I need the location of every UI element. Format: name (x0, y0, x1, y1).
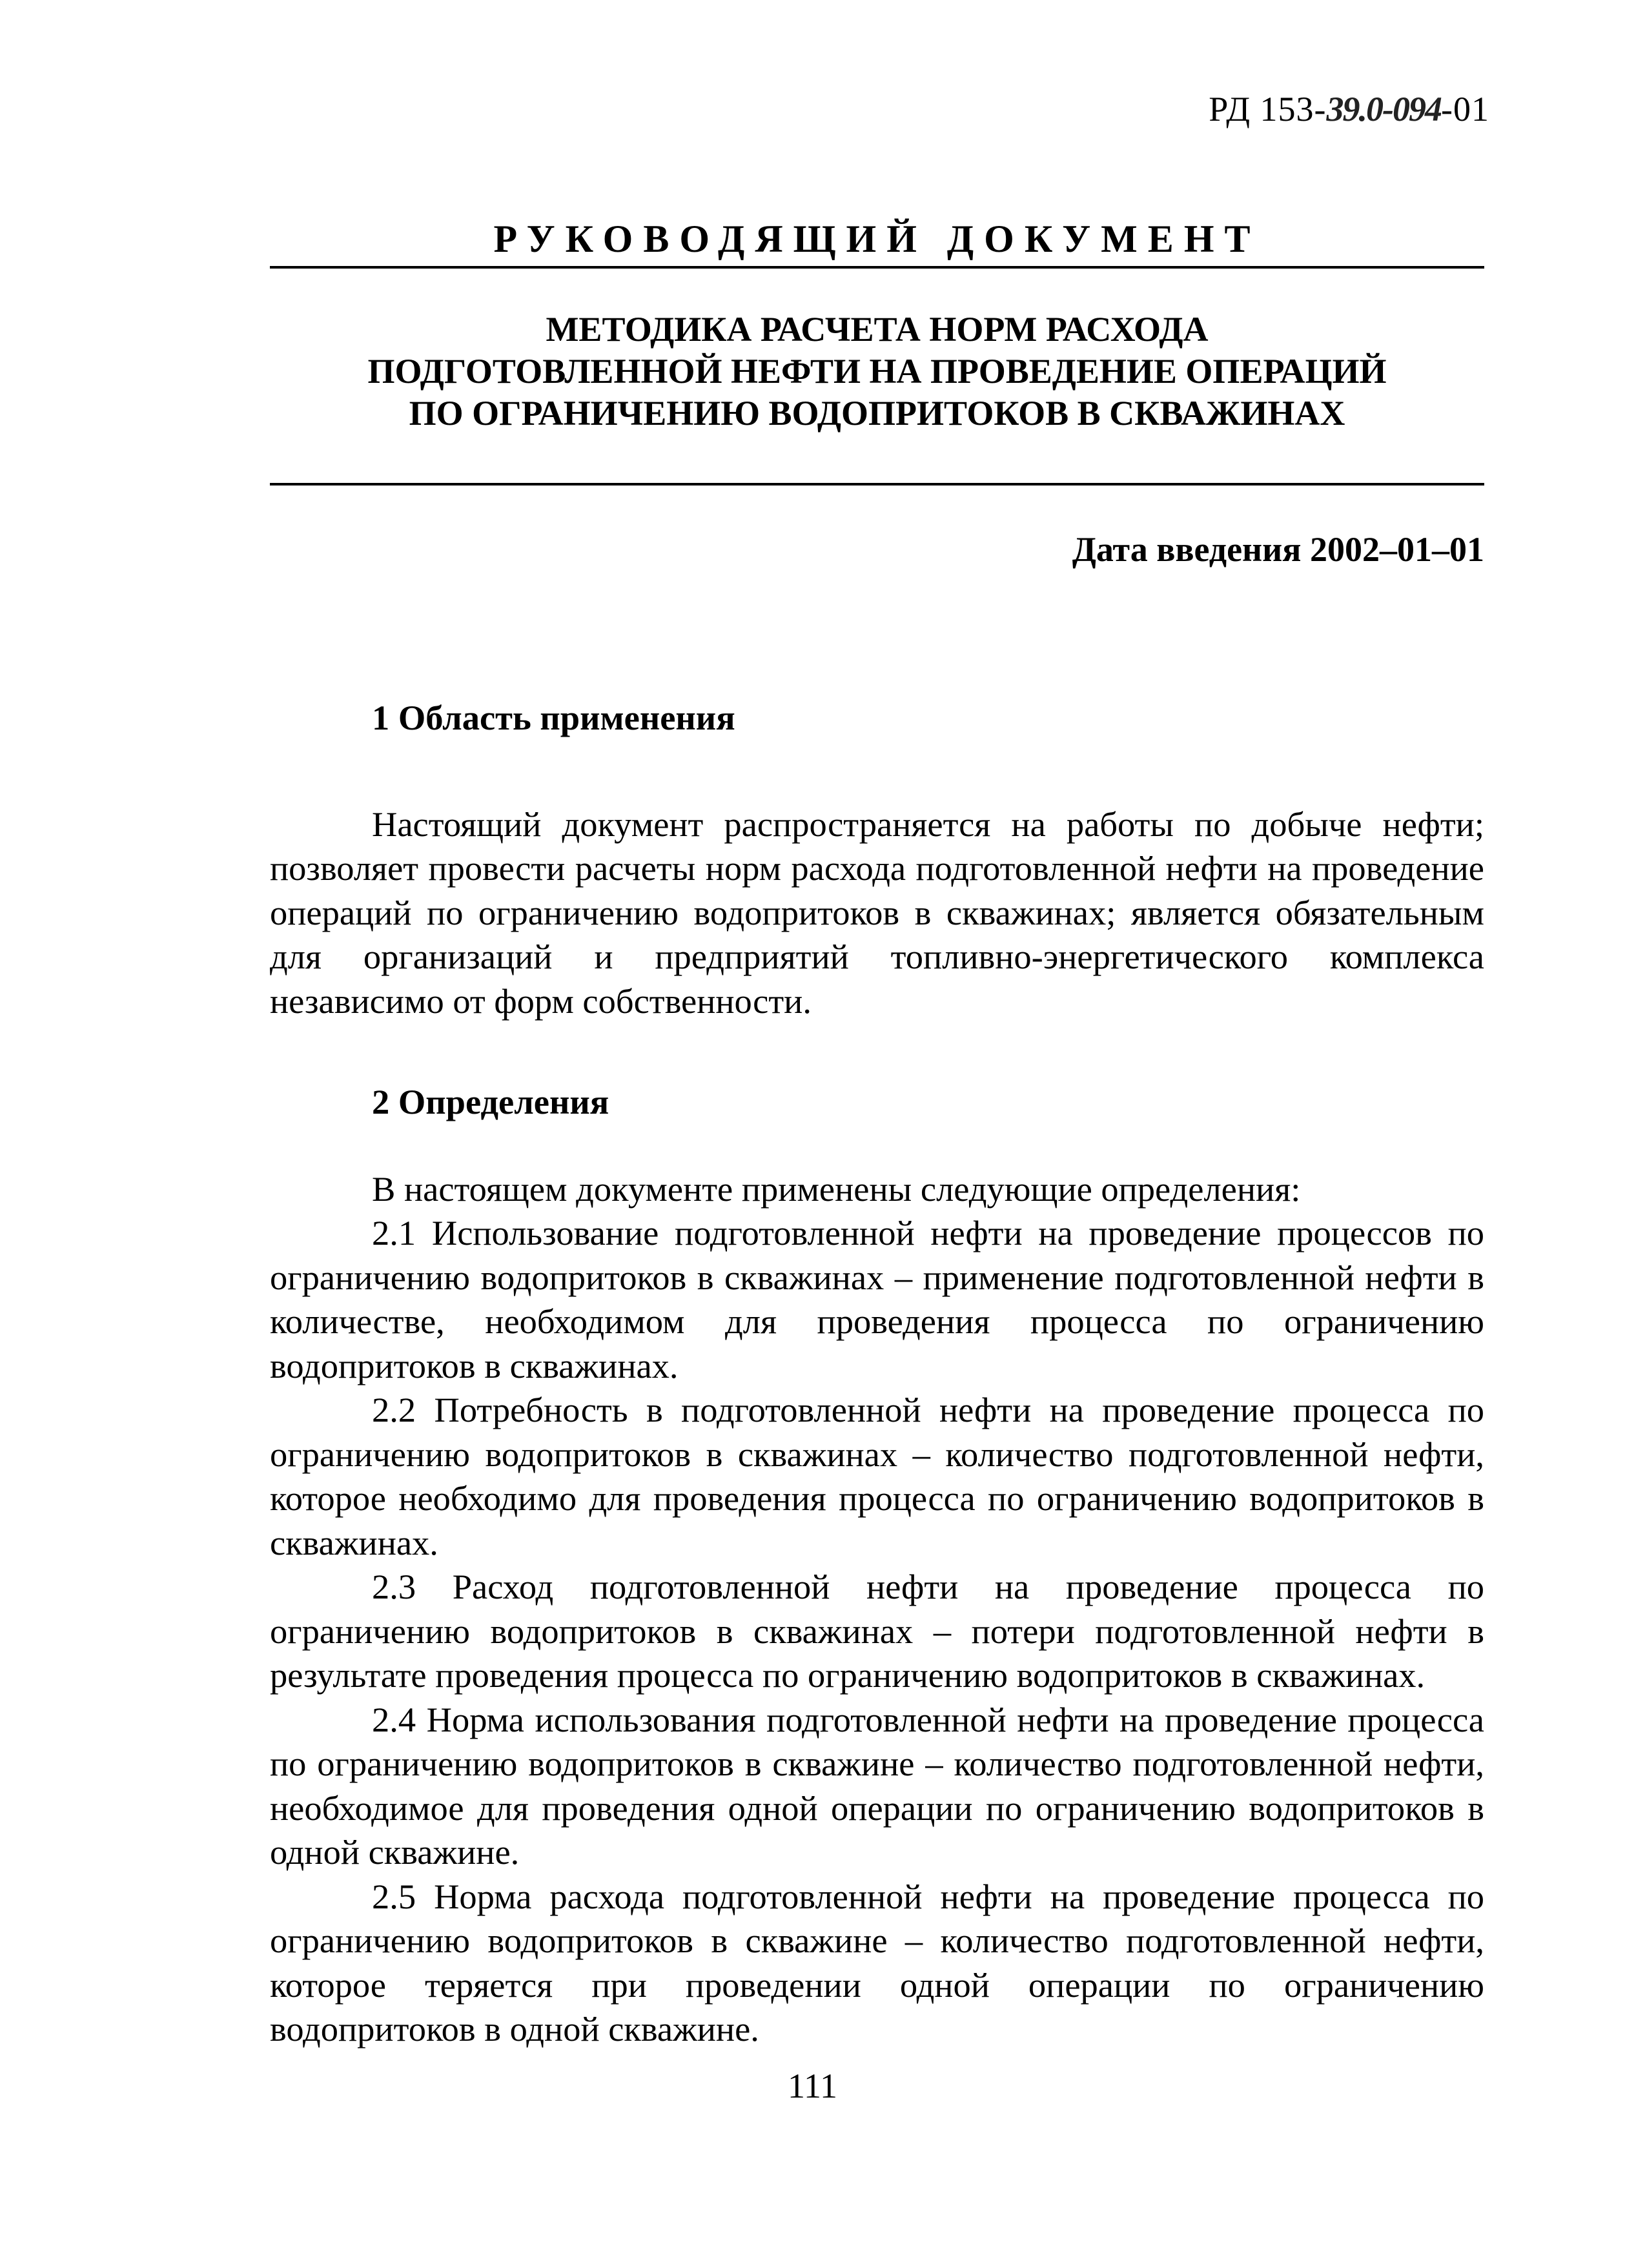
section-heading: 1 Область применения (372, 698, 735, 737)
title-divider (270, 483, 1484, 485)
definition-item: 2.2 Потребность в подготовленной нефти на проведение процесса по ограничению водопритоков в скважинах – количество подготовленной нефти, которое необходимо для проведения процесса по ограничению водопритоков в скважинах. (270, 1390, 1484, 1562)
definition-item: 2.4 Норма использования подготовленной нефти на проведение процесса по ограничению водопритоков в скважине – количество подготовленной нефти, необходимое для проведения одной операции по ограничению водопритоков в одной скважине. (270, 1699, 1484, 1872)
section-heading: 2 Определения (372, 1082, 609, 1121)
document-code-handwritten: 39.0-094 (1326, 90, 1442, 128)
definition-item: 2.1 Использование подготовленной нефти на проведение процессов по ограничению водопритоков в скважинах – применение подготовленной нефти в количестве, необходимом для проведения процесса по ограничению водопритоков в скважинах. (270, 1213, 1484, 1385)
document-kind-heading: РУКОВОДЯЩИЙ ДОКУМЕНТ (270, 212, 1484, 269)
document-title (270, 309, 1484, 434)
definition-item: 2.3 Расход подготовленной нефти на проведение процесса по ограничению водопритоков в скважинах – потери подготовленной нефти в результате проведения процесса по ограничению водопритоков в скважинах. (270, 1567, 1484, 1695)
document-code (1209, 89, 1489, 129)
page-number: 111 (788, 2067, 837, 2105)
scope-paragraph: Настоящий документ распространяется на работы по добыче нефти; позволяет провести расчеты норм расхода подготовленной нефти на проведение операций по ограничению водопритоков в скважинах; является обязательным для организаций и предприятий топливно-энергетического комплекса независимо от форм собственности. (270, 804, 1484, 1021)
spacer (270, 1023, 1484, 1080)
definition-item: 2.5 Норма расхода подготовленной нефти на проведение процесса по ограничению водопритоков в скважине – количество подготовленной нефти, которое теряется при проведении одной операции по ограничению водопритоков в одной скважине. (270, 1876, 1484, 2048)
introduction-date: Дата введения 2002–01–01 (1072, 530, 1484, 569)
spacer (270, 1125, 1484, 1167)
document-title-line: МЕТОДИКА РАСЧЕТА НОРМ РАСХОДА (546, 310, 1209, 349)
spacer (270, 741, 1484, 802)
document-body (270, 696, 1484, 2052)
document-title-line: ПО ОГРАНИЧЕНИЮ ВОДОПРИТОКОВ В СКВАЖИНАХ (409, 394, 1345, 433)
document-code-suffix: -01 (1441, 90, 1489, 128)
document-code-prefix: РД 153- (1209, 90, 1327, 128)
document-title-line: ПОДГОТОВЛЕННОЙ НЕФТИ НА ПРОВЕДЕНИЕ ОПЕРАЦИЙ (367, 352, 1387, 391)
definitions-intro: В настоящем документе применены следующие определения: (372, 1169, 1301, 1209)
